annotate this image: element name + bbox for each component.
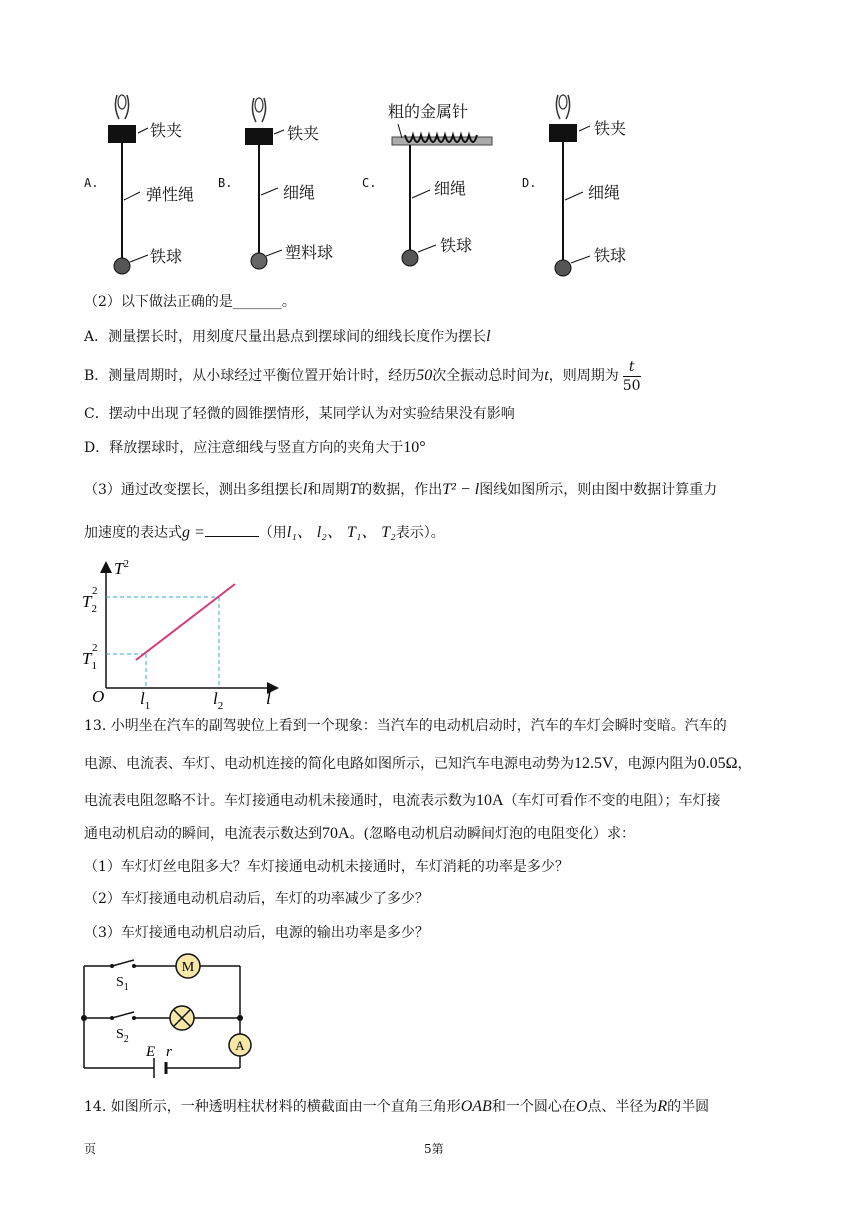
option-b-ball-label: 塑料球 <box>285 243 334 262</box>
q12-2-option-b-text2: 次全振动总时间为 <box>432 368 545 384</box>
q12-2-option-d <box>84 438 426 458</box>
q12-3-text-a: （3）通过改变摆长，测出多组摆长 <box>84 482 303 498</box>
emf-label: E <box>146 1044 156 1060</box>
pendulum-d-drawing <box>549 95 590 276</box>
option-c-string-label: 细绳 <box>434 179 467 198</box>
switch-s2-label: $S_2$ <box>116 1027 129 1045</box>
q12-2-option-b-text1: B．测量周期时，从小球经过平衡位置开始计时，经历 <box>84 368 417 384</box>
footer-left: 页 <box>84 1142 97 1156</box>
q13-text-g: 。(忽略电动机启动瞬间灯泡的电阻变化）求： <box>349 826 636 842</box>
q12-2-stem: （2）以下做法正确的是_______。 <box>84 294 296 310</box>
q12-3-line1 <box>84 480 717 500</box>
fraction-numerator: t <box>623 358 641 377</box>
q14-text-d: 的半圆 <box>667 1099 710 1115</box>
fraction-denominator: 50 <box>622 377 641 394</box>
option-c-letter: C. <box>362 176 377 190</box>
q12-3-var-T: T <box>349 481 359 498</box>
t2-l-graph <box>80 552 290 712</box>
option-d-letter: D. <box>522 176 537 190</box>
q12-3-text-c: 的数据，作出 <box>358 482 443 498</box>
q12-2-option-b-text3: ，则周期为 <box>548 368 619 384</box>
option-b-letter: B. <box>218 176 233 190</box>
pendulum-drawings <box>0 0 860 290</box>
q12-2-option-b-num: 50 <box>416 367 433 384</box>
y-tick-t1: $T_1$ <box>82 649 97 672</box>
ammeter-symbol <box>229 1034 251 1056</box>
q12-3-text-e: 加速度的表达式 <box>84 525 182 541</box>
option-d-ball-label: 铁球 <box>594 246 627 265</box>
q14-text-b: 和一个圆心在 <box>491 1099 576 1115</box>
q13-resistance-value: 0.05Ω <box>697 755 738 772</box>
q12-2-option-a-text: A．测量摆长时，用刻度尺量出悬点到摆球间的细线长度作为摆长 <box>84 329 487 345</box>
q12-2-period-fraction <box>623 358 641 395</box>
answer-blank[interactable] <box>205 524 259 537</box>
x-tick-l2: $l_2$ <box>213 689 224 712</box>
q13-line3 <box>84 791 721 811</box>
option-a-ball-label: 铁球 <box>150 247 183 266</box>
q12-2-option-a <box>84 327 491 347</box>
option-c-needle-label: 粗的金属针 <box>388 102 469 121</box>
motor-symbol <box>176 954 200 978</box>
q14-triangle-oab: OAB <box>460 1098 492 1115</box>
option-a-string-label: 弹性绳 <box>146 185 195 204</box>
q13-sub2: （2）车灯接通电动机启动后，车灯的功率减少了多少？ <box>84 891 429 907</box>
y-tick-t2-sup: 2 <box>92 585 98 597</box>
q13-line4 <box>84 824 635 844</box>
option-a-clamp-label: 铁夹 <box>150 121 183 140</box>
y-tick-t2: $T_2$ <box>82 592 97 615</box>
q12-3-text-b: 和周期 <box>307 482 350 498</box>
q14-text-c: 点、半径为 <box>587 1099 658 1115</box>
q13-line1: 13. 小明坐在汽车的副驾驶位上看到一个现象：当汽车的电动机启动时，汽车的车灯会瞬时变暗。汽车的 <box>84 718 727 734</box>
option-a-letter: A. <box>84 176 99 190</box>
q12-2-option-b <box>84 356 641 396</box>
pendulum-b-drawing <box>245 98 284 269</box>
svg-text:M: M <box>181 960 195 975</box>
svg-text:A: A <box>235 1038 245 1053</box>
x-axis-label: l <box>266 688 272 708</box>
q13-line2 <box>84 754 751 774</box>
q12-3-g-expr: g = <box>182 524 205 541</box>
option-d-clamp-label: 铁夹 <box>594 119 627 138</box>
data-line <box>136 584 235 660</box>
q13-emf-value: 12.5V <box>574 755 614 772</box>
q12-3-vars: l₁、 l₂、 T₁、 T₂ <box>286 524 396 541</box>
q12-2-option-d-text: D．释放摆球时，应注意细线与竖直方向的夹角大于 <box>84 440 404 456</box>
origin-label: O <box>92 687 105 706</box>
q12-2-option-c: C．摆动中出现了轻微的圆锥摆情形，某同学认为对实验结果没有影响 <box>84 406 515 422</box>
option-b-clamp-label: 铁夹 <box>287 124 320 143</box>
q12-3-text-g: 表示）。 <box>395 525 445 541</box>
q13-current1-value: 10A <box>476 792 504 809</box>
q14-point-o: O <box>575 1098 588 1115</box>
q12-3-text-d: 图线如图所示，则由图中数据计算重力 <box>479 482 718 498</box>
switch-s1-label: $S_1$ <box>116 975 129 993</box>
q13-text-c: ， <box>737 756 752 772</box>
battery-symbol <box>154 1058 166 1078</box>
q13-sub3: （3）车灯接通电动机启动后，电源的输出功率是多少？ <box>84 925 429 941</box>
option-b-string-label: 细绳 <box>283 183 316 202</box>
x-tick-l1: $l_1$ <box>140 689 151 712</box>
q13-text-e: （车灯可看作不变的电阻）；车灯接 <box>503 793 721 809</box>
q14-line1 <box>84 1097 709 1117</box>
q13-current2-value: 70A <box>322 825 350 842</box>
junction-left <box>81 1015 87 1021</box>
q12-3-line2 <box>84 523 445 543</box>
q13-text-b: ，电源内阻为 <box>613 756 698 772</box>
option-d-string-label: 细绳 <box>588 183 621 202</box>
q12-2-option-a-var: l <box>486 328 491 345</box>
internal-resistance-label: r <box>166 1044 172 1060</box>
y-axis-label: $T^2$ <box>114 558 129 578</box>
lamp-symbol <box>170 1006 194 1030</box>
q13-text-d: 电流表电阻忽略不计。车灯接通电动机未接通时，电流表示数为 <box>84 793 476 809</box>
circuit-diagram <box>76 952 266 1082</box>
q13-sub1: （1）车灯灯丝电阻多大？车灯接通电动机未接通时，车灯消耗的功率是多少？ <box>84 859 569 875</box>
pendulum-a-drawing <box>108 95 148 274</box>
q13-text-a: 电源、电流表、车灯、电动机连接的简化电路如图所示，已知汽车电源电动势为 <box>84 756 574 772</box>
q13-text-f: 通电动机启动的瞬间，电流表示数达到 <box>84 826 322 842</box>
q12-2-option-b-var: t <box>544 367 549 384</box>
y-tick-t1-sup: 2 <box>92 642 98 654</box>
q12-2-option-d-angle: 10° <box>403 439 426 456</box>
q12-3-var-l: l <box>302 481 308 498</box>
q12-3-expr: T² − l <box>442 481 480 498</box>
junction-right <box>237 1015 243 1021</box>
q12-3-text-f: （用 <box>258 525 287 541</box>
q14-text-a: 14. 如图所示，一种透明柱状材料的横截面由一个直角三角形 <box>84 1099 461 1115</box>
option-c-ball-label: 铁球 <box>440 236 473 255</box>
footer-page-number: 5第 <box>424 1142 444 1156</box>
q14-radius-r: R <box>657 1098 668 1115</box>
